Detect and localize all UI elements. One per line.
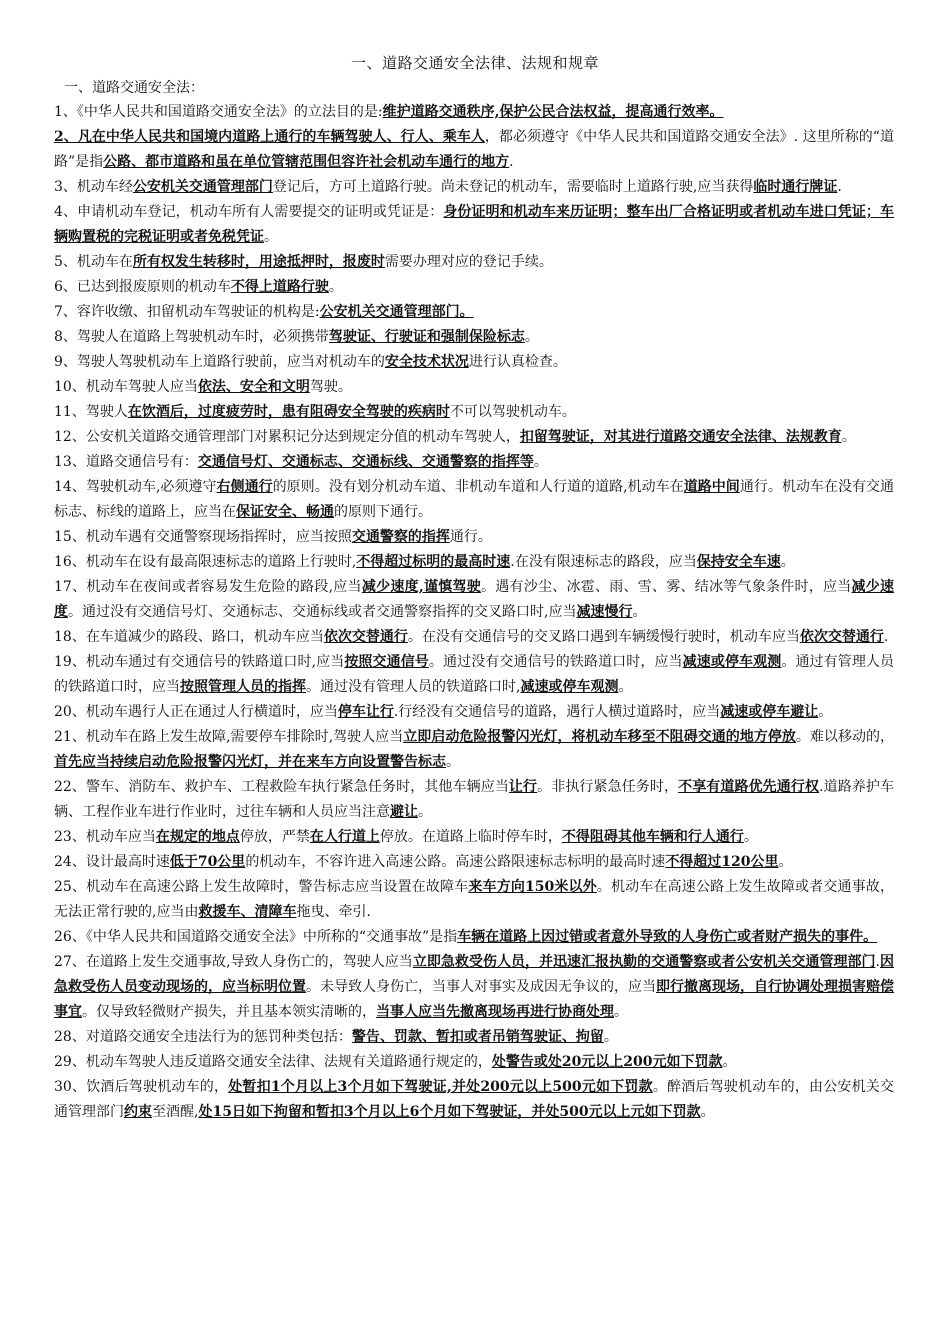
body-text: 。通过没有管理人员的铁道路口时,	[306, 679, 521, 695]
body-text: ，都必须遵守《中华人民共和国道路交通安全法》. 这里所称的“道路”是指	[54, 129, 894, 170]
emphasis-text: 首先应当持续启动危险报警闪光灯，并在来车方向设置警告标志	[54, 754, 446, 770]
emphasis-text: 减速或停车观测	[682, 654, 782, 670]
body-text: 。难以移动的，	[795, 729, 895, 745]
emphasis-text: 依法、安全和文明	[197, 379, 310, 395]
body-text: 。通过没有交通信号灯、交通标志、交通标线或者交通警察指挥的交叉路口时,应当	[68, 604, 577, 620]
body-text: 登记后，方可上道路行驶。尚未登记的机动车，需要临时上道路行驶,应当获得	[272, 179, 754, 195]
body-text: 。	[743, 829, 758, 845]
emphasis-text: 减速或停车避让	[720, 704, 819, 720]
list-item	[54, 450, 894, 475]
body-text: .道路养护车辆、工程作业车进行作业时，过往车辆和人员应当注意	[54, 779, 894, 820]
emphasis-text: 驾驶证、行驶证和强制保险标志	[328, 329, 525, 345]
list-item	[54, 850, 894, 875]
list-item	[54, 325, 894, 350]
emphasis-text: 减速慢行	[576, 604, 633, 620]
body-text: 23、机动车应当	[54, 829, 156, 845]
list-item	[54, 625, 894, 650]
list-item	[54, 425, 894, 450]
emphasis-text: 保证安全、畅通	[236, 504, 334, 520]
list-item	[54, 200, 894, 250]
emphasis-text: 不得超过120公里	[665, 854, 779, 870]
body-text: 。通过有管理人员的铁路道口时，应当	[54, 654, 895, 695]
list-item	[54, 1050, 894, 1075]
emphasis-text: 立即启动危险报警闪光灯，将机动车移至不阻碍交通的地方停放	[403, 729, 796, 745]
list-item	[54, 275, 894, 300]
emphasis-text: 约束	[124, 1104, 152, 1120]
list-item	[54, 175, 894, 200]
emphasis-text: 所有权发生转移时，用途抵押时，报废时	[132, 254, 385, 270]
emphasis-text: 右侧通行	[216, 479, 273, 495]
body-text: 26、《中华人民共和国道路交通安全法》中所称的“交通事故”是指	[54, 929, 458, 945]
emphasis-text: 减少速度	[54, 579, 895, 620]
body-text: 28、对道路交通安全违法行为的惩罚种类包括：	[54, 1029, 352, 1045]
body-text: 。未导致人身伤亡，当事人对事实及成因无争议的，应当	[306, 979, 656, 995]
body-text: 6、已达到报废原则的机动车	[54, 279, 231, 295]
body-text: 11、驾驶人	[54, 404, 128, 420]
emphasis-text: 身份证明和机动车来历证明；整车出厂合格证明或者机动车进口凭证；车辆购置税的完税证明或者免税凭证	[54, 204, 895, 245]
emphasis-text: 处暂扣1个月以上3个月如下驾驶证,并处200元以上500元如下罚款	[228, 1079, 653, 1095]
item-list	[54, 100, 894, 1125]
body-text: 。	[328, 279, 343, 295]
list-item	[54, 1025, 894, 1050]
emphasis-text: 不享有道路优先通行权	[678, 779, 820, 795]
body-text: 。非执行紧急任务时，	[537, 779, 679, 795]
emphasis-text: 公安机关交通管理部门。	[319, 304, 474, 320]
body-text: 。	[818, 704, 833, 720]
list-item	[54, 925, 894, 950]
emphasis-text: 公路、都市道路和虽在单位管辖范围但容许社会机动车通行的地方	[103, 154, 510, 170]
body-text: 至酒醒,	[152, 1104, 199, 1120]
emphasis-text: 停车让行	[337, 704, 394, 720]
body-text: 30、饮酒后驾驶机动车的，	[54, 1079, 229, 1095]
list-item	[54, 125, 894, 175]
body-text: 拖曳、牵引.	[296, 904, 371, 920]
body-text: 12、公安机关道路交通管理部门对累积记分达到规定分值的机动车驾驶人，	[54, 429, 520, 445]
body-text: 。醉酒后驾驶机动车的，由公安机关交通管理部门	[54, 1079, 895, 1120]
emphasis-text: 处15日如下拘留和暂扣3个月以上6个月如下驾驶证，并处500元以上元如下罚款	[198, 1104, 701, 1120]
body-text: .	[883, 629, 889, 645]
emphasis-text: 按照交通信号	[344, 654, 429, 670]
body-text: 。在没有交通信号的交叉路口遇到车辆缓慢行驶时，机动车应当	[407, 629, 800, 645]
body-text: 。	[841, 429, 856, 445]
emphasis-text: 依次交替通行	[799, 629, 884, 645]
list-item	[54, 550, 894, 575]
emphasis-text: 减少速度,谨慎驾驶	[361, 579, 481, 595]
list-item	[54, 950, 894, 1025]
emphasis-text: 2、凡在中华人民共和国境内道路上通行的车辆驾驶人、行人、乘车人	[54, 129, 485, 145]
body-text: 5、机动车在	[54, 254, 133, 270]
emphasis-text: 依次交替通行	[323, 629, 408, 645]
list-item	[54, 250, 894, 275]
list-item	[54, 525, 894, 550]
emphasis-text: 救援车、清障车	[198, 904, 297, 920]
emphasis-text: 在规定的地点	[155, 829, 240, 845]
emphasis-text: 车辆在道路上因过错或者意外导致的人身伤亡或者财产损失的事件。	[457, 929, 878, 945]
emphasis-text: 临时通行牌证	[753, 179, 838, 195]
body-text: 。	[264, 229, 278, 245]
body-text: 16、机动车在设有最高限速标志的道路上行驶时,	[54, 554, 357, 570]
body-text: 。	[778, 854, 793, 870]
emphasis-text: 避让	[390, 804, 418, 820]
body-text: 20、机动车遇行人正在通过人行横道时，应当	[54, 704, 338, 720]
body-text: 21、机动车在路上发生故障,需要停车排除时,驾驶人应当	[54, 729, 404, 745]
list-item	[54, 375, 894, 400]
emphasis-text: 让行	[508, 779, 538, 795]
emphasis-text: 立即急救受伤人员，并迅速汇报执勤的交通警察或者公安机关交通管理部门	[412, 954, 876, 970]
body-text: 需要办理对应的登记手续。	[384, 254, 553, 270]
body-text: 25、机动车在高速公路上发生故障时，警告标志应当设置在故障车	[54, 879, 469, 895]
body-text: 。	[780, 554, 795, 570]
body-text: 1、《中华人民共和国道路交通安全法》的立法目的是:	[54, 104, 383, 120]
list-item	[54, 875, 894, 925]
body-text: 停放，严禁	[239, 829, 310, 845]
body-text: 。	[524, 329, 539, 345]
body-text: 。仅导致轻微财产损失，并且基本领实清晰的，	[82, 1004, 376, 1020]
body-text: 9、驾驶人驾驶机动车上道路行驶前，应当对机动车的	[54, 354, 385, 370]
emphasis-text: 处警告或处20元以上200元如下罚款	[491, 1054, 723, 1070]
body-text: 。遇有沙尘、冰雹、雨、雪、雾、结冰等气象条件时，应当	[480, 579, 852, 595]
document-title: 一、道路交通安全法律、法规和规章	[350, 54, 599, 72]
emphasis-text: 按照管理人员的指挥	[180, 679, 306, 695]
body-text: 13、道路交通信号有：	[54, 454, 198, 470]
emphasis-text: 不得阻碍其他车辆和行人通行	[561, 829, 744, 845]
body-text: 。	[533, 454, 548, 470]
list-item	[54, 575, 894, 625]
body-text: 。	[614, 1004, 628, 1020]
body-text: 4、申请机动车登记，机动车所有人需要提交的证明或凭证是：	[54, 204, 444, 220]
emphasis-text: 当事人应当先撤离现场再进行协商处理	[376, 1004, 614, 1020]
body-text: 。	[446, 754, 460, 770]
body-text: 3、机动车经	[54, 179, 133, 195]
list-item	[54, 725, 894, 775]
emphasis-text: 维护道路交通秩序,保护公民合法权益，提高通行效率。	[382, 104, 724, 120]
list-item	[54, 1075, 894, 1125]
body-text: 。	[418, 804, 432, 820]
emphasis-text: 在饮酒后，过度疲劳时，患有阻碍安全驾驶的疾病时	[127, 404, 450, 420]
list-item	[54, 825, 894, 850]
emphasis-text: 交通警察的指挥	[351, 529, 450, 545]
emphasis-text: 交通信号灯、交通标志、交通标线、交通警察的指挥等	[197, 454, 534, 470]
list-item	[54, 775, 894, 825]
body-text: 。	[632, 604, 647, 620]
emphasis-text: 低于70公里	[169, 854, 246, 870]
body-text: 。	[722, 1054, 737, 1070]
body-text: .在没有限速标志的路段，应当	[510, 554, 697, 570]
emphasis-text: 道路中间	[683, 479, 740, 495]
body-text: 通行。	[449, 529, 492, 545]
body-text: .行经没有交通信号的道路，遇行人横过道路时，应当	[393, 704, 721, 720]
emphasis-text: 警告、罚款、暂扣或者吊销驾驶证、拘留	[351, 1029, 604, 1045]
body-text: 8、驾驶人在道路上驾驶机动车时，必须携带	[54, 329, 329, 345]
body-text: 14、驾驶机动车,必须遵守	[54, 479, 217, 495]
section-heading: 一、道路交通安全法：	[64, 80, 204, 96]
body-text: 。机动车在高速公路上发生故障或者交通事故，无法正常行驶的,应当由	[54, 879, 894, 920]
body-text: 。	[618, 679, 633, 695]
body-text: 的原则。没有划分机动车道、非机动车道和人行道的道路,机动车在	[272, 479, 684, 495]
body-text: 驾驶。	[309, 379, 352, 395]
body-text: 不可以驾驶机动车。	[449, 404, 576, 420]
body-text: 7、容许收缴、扣留机动车驾驶证的机构是:	[54, 304, 320, 320]
emphasis-text: 减速或停车观测	[520, 679, 619, 695]
body-text: 。	[700, 1104, 715, 1120]
body-text: 。通过没有交通信号的铁路道口时，应当	[428, 654, 683, 670]
list-item	[54, 400, 894, 425]
body-text: 24、设计最高时速	[54, 854, 170, 870]
emphasis-text: 因急救受伤人员变动现场的，应当标明位置	[54, 954, 895, 995]
body-text: 15、机动车遇有交通警察现场指挥时，应当按照	[54, 529, 352, 545]
body-text: 17、机动车在夜间或者容易发生危险的路段,应当	[54, 579, 362, 595]
body-text: 通行。机动车在没有交通标志、标线的道路上，应当在	[54, 479, 895, 520]
list-item	[54, 700, 894, 725]
emphasis-text: 即行撤离现场，自行协调处理损害赔偿事宜	[54, 979, 894, 1020]
body-text: 19、机动车通过有交通信号的铁路道口时,应当	[54, 654, 345, 670]
emphasis-text: 不得上道路行驶	[230, 279, 329, 295]
emphasis-text: 安全技术状况	[384, 354, 469, 370]
body-text: .	[509, 154, 514, 170]
list-item	[54, 350, 894, 375]
emphasis-text: 扣留驾驶证，对其进行道路交通安全法律、法规教育	[519, 429, 842, 445]
body-text: 的机动车，不容许进入高速公路。高速公路限速标志标明的最高时速	[245, 854, 666, 870]
body-text: 10、机动车驾驶人应当	[54, 379, 198, 395]
body-text: 29、机动车驾驶人违反道路交通安全法律、法规有关道路通行规定的，	[54, 1054, 492, 1070]
body-text: 18、在车道减少的路段、路口，机动车应当	[54, 629, 324, 645]
body-text: 22、警车、消防车、救护车、工程救险车执行紧急任务时，其他车辆应当	[54, 779, 509, 795]
emphasis-text: 保持安全车速	[696, 554, 781, 570]
list-item	[54, 475, 894, 525]
emphasis-text: 来车方向150米以外	[468, 879, 597, 895]
body-text: .	[875, 954, 880, 970]
emphasis-text: 在人行道上	[309, 829, 380, 845]
emphasis-text: 公安机关交通管理部门	[132, 179, 273, 195]
body-text: 。	[603, 1029, 618, 1045]
list-item	[54, 100, 894, 125]
body-text: 27、在道路上发生交通事故,导致人身伤亡的，驾驶人应当	[54, 954, 413, 970]
emphasis-text: 不得超过标明的最高时速	[356, 554, 511, 570]
list-item	[54, 650, 894, 700]
body-text: 的原则下通行。	[334, 504, 432, 520]
body-text: 进行认真检查。	[468, 354, 567, 370]
body-text: 停放。在道路上临时停车时，	[379, 829, 562, 845]
list-item	[54, 300, 894, 325]
body-text: .	[837, 179, 842, 195]
